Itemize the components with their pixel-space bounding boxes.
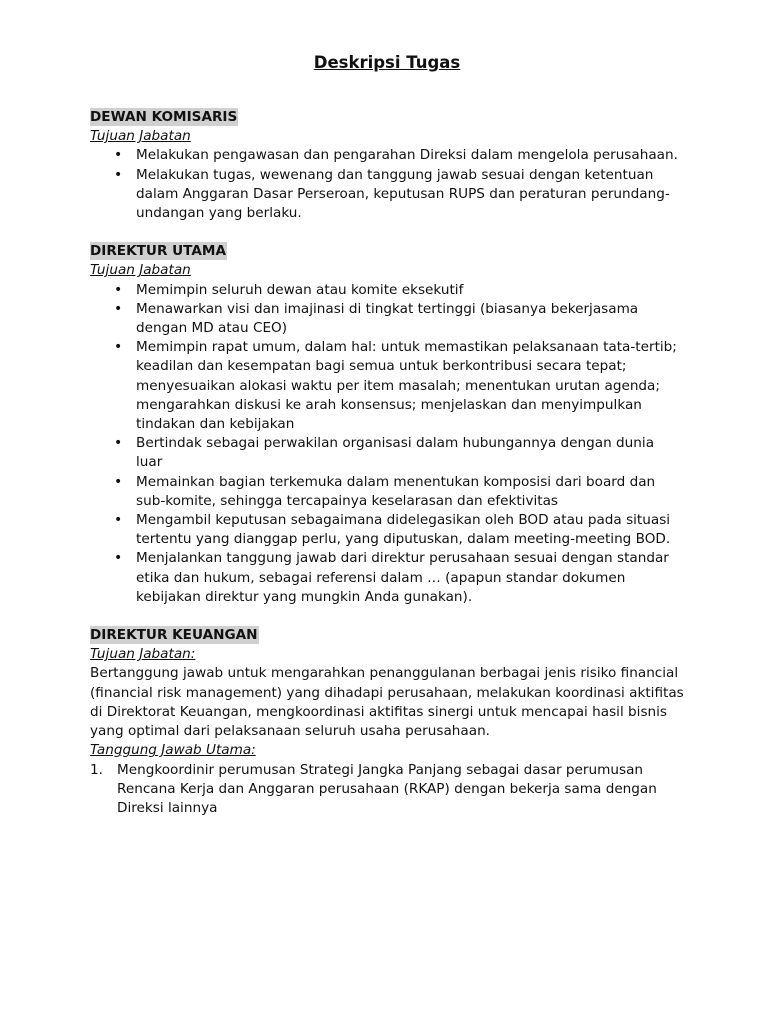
list-item (90, 761, 684, 819)
list-item: • Memainkan bagian terkemuka dalam menentukan komposisi dari board dan sub-komite, sehingga tercapainya keselarasan dan efektivitas (136, 473, 684, 511)
bullet-list (90, 281, 684, 607)
list-item: • Melakukan tugas, wewenang dan tanggung jawab sesuai dengan ketentuan dalam Anggaran Dasar Perseroan, keputusan RUPS dan peraturan perundang-undangan yang berlaku. (136, 166, 684, 224)
list-item: • Memimpin seluruh dewan atau komite eksekutif (136, 281, 684, 300)
list-item: • Menawarkan visi dan imajinasi di tingkat tertinggi (biasanya bekerjasama dengan MD atau CEO) (136, 300, 684, 338)
list-item: • Memimpin rapat umum, dalam hal: untuk memastikan pelaksanaan tata-tertib; keadilan dan kesempatan bagi semua untuk berkontribusi secara tepat; menyesuaikan alokasi waktu per item masalah; menentukan urutan agenda; mengarahkan diskusi ke arah konsensus; menjelaskan dan menyimpulkan tindakan dan kebijakan (136, 338, 684, 434)
numbered-list (90, 761, 684, 819)
section-heading: DIREKTUR KEUANGAN (90, 627, 258, 644)
section-direktur-keuangan (90, 626, 684, 818)
list-item: • Mengambil keputusan sebagaimana didelegasikan oleh BOD atau pada situasi tertentu yang dianggap perlu, yang diputuskan, dalam meeting-meeting BOD. (136, 511, 684, 549)
section-subheading: Tujuan Jabatan: (90, 646, 196, 663)
list-item: • Bertindak sebagai perwakilan organisasi dalam hubungannya dengan dunia luar (136, 434, 684, 472)
list-item: • Melakukan pengawasan dan pengarahan Direksi dalam mengelola perusahaan. (136, 146, 684, 165)
list-item-number: 1. (90, 761, 103, 778)
section-paragraph: Bertanggung jawab untuk mengarahkan penanggulanan berbagai jenis risiko financial (financial risk management) yang dihadapi perusahaan, melakukan koordinasi aktifitas di Direktorat Keuangan, mengkoordinasi aktifitas sinergi untuk mencapai hasil bisnis yang optimal dari pelaksanaan seluruh usaha perusahaan. (90, 665, 684, 740)
section-subheading-responsibilities: Tanggung Jawab Utama: (90, 742, 256, 759)
section-heading: DIREKTUR UTAMA (90, 243, 226, 260)
section-dewan-komisaris (90, 108, 684, 223)
document-title: Deskripsi Tugas (313, 53, 461, 72)
bullet-list (90, 146, 684, 223)
list-item-text: Mengkoordinir perumusan Strategi Jangka Panjang sebagai dasar perumusan Rencana Kerja dan Anggaran perusahaan (RKAP) dengan bekerja sama dengan Direksi lainnya (117, 761, 657, 816)
list-item: • Menjalankan tanggung jawab dari direktur perusahaan sesuai dengan standar etika dan hukum, sebagai referensi dalam … (apapun standar dokumen kebijakan direktur yang mungkin Anda gunakan). (136, 549, 684, 607)
section-subheading: Tujuan Jabatan (90, 262, 191, 279)
section-subheading: Tujuan Jabatan (90, 128, 191, 145)
section-heading: DEWAN KOMISARIS (90, 109, 238, 125)
section-direktur-utama (90, 242, 684, 607)
